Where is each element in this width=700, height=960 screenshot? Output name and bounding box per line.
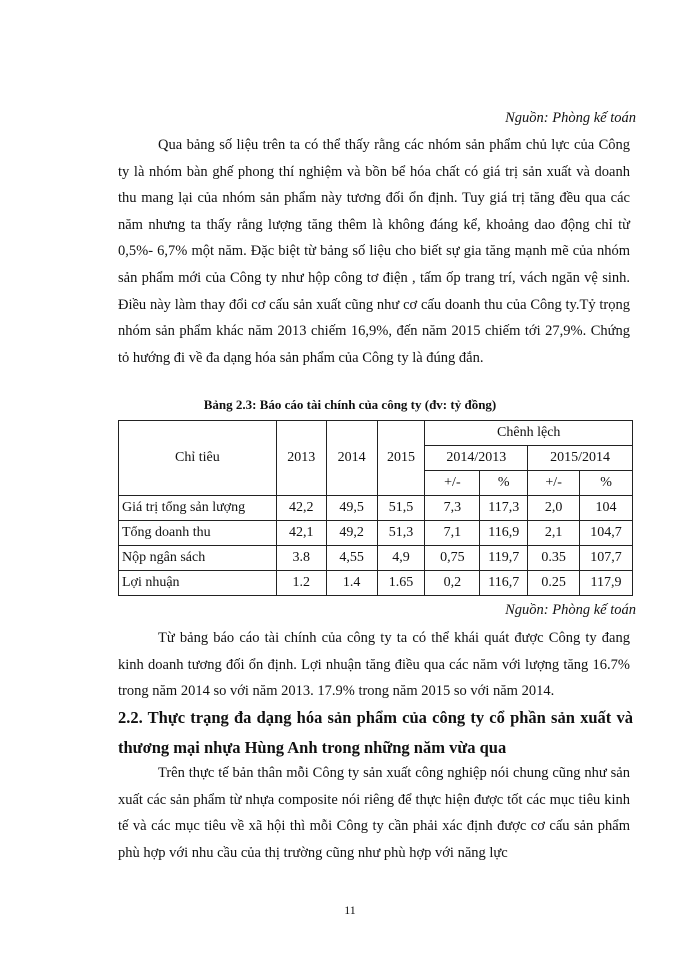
cell-2013: 42,1 [276, 521, 326, 546]
cell-diff-2: 2,0 [528, 496, 580, 521]
source-note-top: Nguồn: Phòng kế toán [505, 110, 636, 126]
cell-2013: 1.2 [276, 571, 326, 596]
source-note-table: Nguồn: Phòng kế toán [505, 602, 636, 618]
row-label: Giá trị tổng sản lượng [119, 496, 277, 521]
paragraph-analysis: Qua bảng số liệu trên ta có thể thấy rằng các nhóm sản phẩm chủ lực của Công ty là nhóm bàn ghế phong thí nghiệm và bồn bể hóa chất có giá trị sản xuất và doanh thu mang lại của nhóm sản phẩm này tương đối ổn định. Tuy giá trị tăng đều qua các năm nhưng ta thấy rằng lượng tăng thêm là không đáng kể, khoảng dao động chỉ từ 0,5%- 6,7% một năm. Đặc biệt từ bảng số liệu cho biết sự gia tăng mạnh mẽ của nhóm sản phẩm mới của Công ty như hộp công tơ điện , tấm ốp trang trí, vách ngăn vệ sinh. Điều này làm thay đổi cơ cấu sản xuất cũng như cơ cấu doanh thu của Công ty.Tỷ trọng nhóm sản phẩm khác năm 2013 chiếm 16,9%, đến năm 2015 chiếm tới 27,9%. Chứng tỏ hướng đi về đa dạng hóa sản phẩm của Công ty là đúng đắn. [118, 137, 630, 366]
table-header-row [119, 421, 633, 446]
header-difference: Chênh lệch [425, 421, 633, 446]
cell-pct-1: 116,9 [480, 521, 528, 546]
cell-pct-1: 116,7 [480, 571, 528, 596]
cell-diff-2: 2,1 [528, 521, 580, 546]
table-row [119, 571, 633, 596]
cell-2015: 51,3 [377, 521, 425, 546]
paragraph-section-intro: Trên thực tế bản thân mỗi Công ty sản xuất công nghiệp nói chung cũng như sản xuất các sản phẩm từ nhựa composite nói riêng để thực hiện được tốt các mục tiêu kinh tế và các mục tiêu về xã hội thì mỗi Công ty cần phải xác định được cơ cấu sản phẩm phù hợp với nhu cầu của thị trường cũng như phù hợp với năng lực [118, 765, 630, 861]
cell-diff-2: 0.25 [528, 571, 580, 596]
cell-pct-1: 119,7 [480, 546, 528, 571]
table-caption: Bảng 2.3: Báo cáo tài chính của công ty (đv: tỷ đồng) [203, 397, 497, 412]
paragraph-summary: Từ bảng báo cáo tài chính của công ty ta có thể khái quát được Công ty đang kinh doanh tương đối ổn định. Lợi nhuận tăng điều qua các năm với lượng tăng 16.7% trong năm 2014 so với năm 2013. 17.9% trong năm 2015 so với năm 2014. [118, 630, 630, 700]
header-pct-2: % [580, 471, 633, 496]
header-abs-1: +/- [425, 471, 480, 496]
section-heading: 2.2. Thực trạng đa dạng hóa sản phẩm của công ty cổ phần sản xuất và thương mại nhựa Hùng Anh trong những năm vừa qua [118, 708, 633, 757]
cell-pct-2: 104,7 [580, 521, 633, 546]
page-number: 11 [344, 903, 356, 917]
header-abs-2: +/- [528, 471, 580, 496]
cell-2014: 1.4 [326, 571, 377, 596]
row-label: Nộp ngân sách [119, 546, 277, 571]
financial-report-table [118, 420, 633, 596]
table-row [119, 546, 633, 571]
header-pct-1: % [480, 471, 528, 496]
cell-diff-1: 7,3 [425, 496, 480, 521]
cell-diff-1: 7,1 [425, 521, 480, 546]
table-row [119, 496, 633, 521]
cell-2014: 49,2 [326, 521, 377, 546]
cell-2014: 49,5 [326, 496, 377, 521]
cell-diff-2: 0.35 [528, 546, 580, 571]
cell-2015: 4,9 [377, 546, 425, 571]
cell-2013: 3.8 [276, 546, 326, 571]
cell-pct-2: 104 [580, 496, 633, 521]
row-label: Tổng doanh thu [119, 521, 277, 546]
row-label: Lợi nhuận [119, 571, 277, 596]
cell-diff-1: 0,75 [425, 546, 480, 571]
cell-2014: 4,55 [326, 546, 377, 571]
cell-diff-1: 0,2 [425, 571, 480, 596]
cell-pct-2: 107,7 [580, 546, 633, 571]
cell-pct-1: 117,3 [480, 496, 528, 521]
cell-2015: 51,5 [377, 496, 425, 521]
header-indicator: Chỉ tiêu [119, 421, 277, 496]
header-2014: 2014 [326, 421, 377, 496]
header-period-2015-2014: 2015/2014 [528, 446, 633, 471]
header-period-2014-2013: 2014/2013 [425, 446, 528, 471]
table-row [119, 521, 633, 546]
header-2015: 2015 [377, 421, 425, 496]
cell-2015: 1.65 [377, 571, 425, 596]
header-2013: 2013 [276, 421, 326, 496]
cell-pct-2: 117,9 [580, 571, 633, 596]
cell-2013: 42,2 [276, 496, 326, 521]
